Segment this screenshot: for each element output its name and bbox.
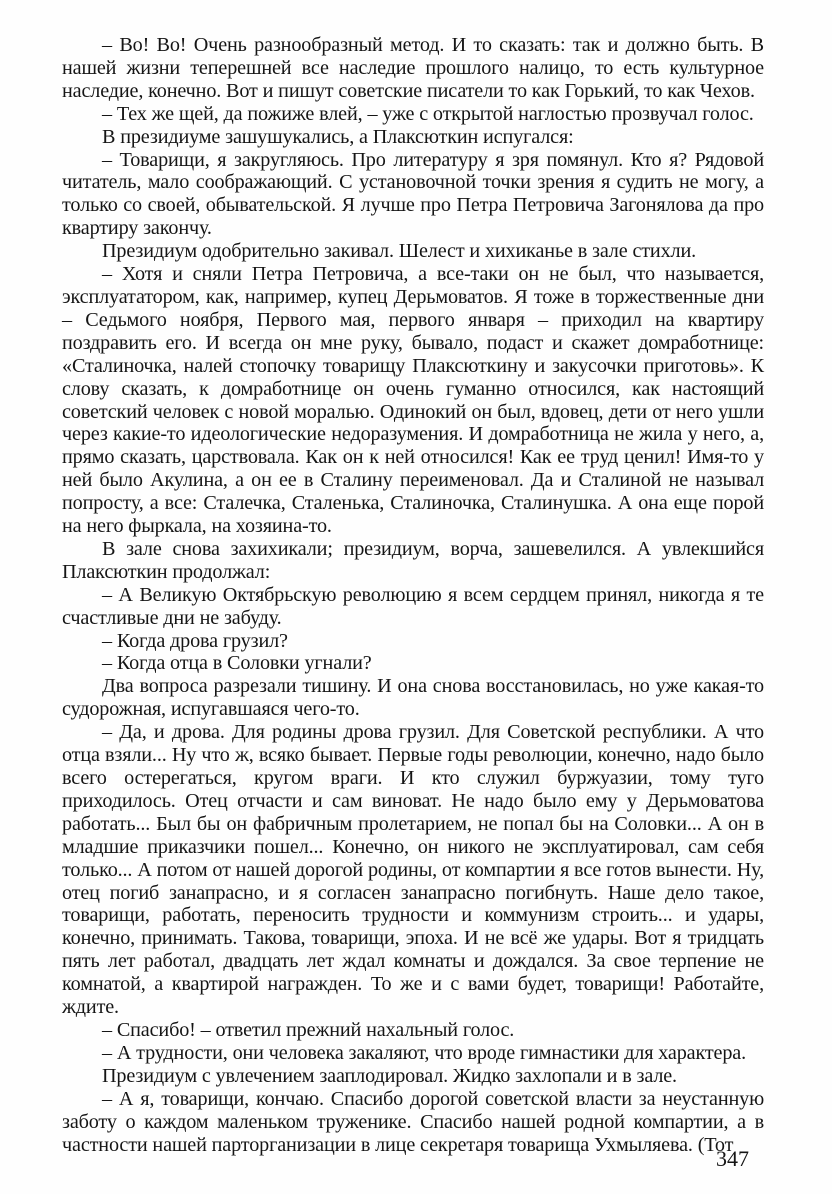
paragraph: – Да, и дрова. Для родины дрова грузил. Для Советской республики. А что отца взяли... Ну что ж, всяко бывает. Первые годы революции, конечно, надо было всего остерегаться, кругом враги. И кто служил буржуазии, тому туго приходилось. Отец отчасти и сам виноват. Не надо было ему у Дерьмоватова работать... Был бы он фабричным пролетарием, не попал бы на Соловки... А он в младшие приказчики пошел... Конечно, он никого не эксплуатировал, сам себя только... А потом от нашей дорогой родины, от компартии я все готов вынести. Ну, отец погиб занапрасно, и я согласен занапрасно погибнуть. Наше дело такое, товарищи, работать, переносить трудности и коммунизм строить... и удары, конечно, принимать. Такова, товарищи, эпоха. И не всё же удары. Вот я тридцать пять лет работал, двадцать лет ждал комнаты и дождался. За свое терпение не комнатой, а квартирой награжден. То же и с вами будет, товарищи! Работайте, ждите. bbox=[62, 721, 764, 1019]
paragraph: – Во! Во! Очень разнообразный метод. И то сказать: так и должно быть. В нашей жизни теперешней все наследие прошлого налицо, то есть культурное наследие, конечно. Вот и пишут советские писатели то как Горький, то как Чехов. bbox=[62, 34, 764, 102]
paragraph: Два вопроса разрезали тишину. И она снова восстановилась, но уже какая-то судорожная, испугавшаяся чего-то. bbox=[62, 675, 764, 721]
paragraph: – Тех же щей, да пожиже влей, – уже с открытой наглостью прозвучал голос. bbox=[102, 102, 754, 125]
paragraph: – А трудности, они человека закаляют, что вроде гимнастики для характера. bbox=[102, 1041, 747, 1064]
paragraph: – А я, товарищи, кончаю. Спасибо дорогой советской власти за неустанную заботу о каждом маленьком труженике. Спасибо нашей родной компартии, а в частности нашей парторганизации в лице секретаря товарища Ухмыляева. (Тот bbox=[62, 1087, 764, 1156]
paragraph: – А Великую Октябрьскую революцию я всем сердцем принял, никогда я те счастливые дни не забуду. bbox=[62, 583, 764, 629]
paragraph: – Товарищи, я закругляюсь. Про литературу я зря помянул. Кто я? Рядовой читатель, мало соображающий. С установочной точки зрения я судить не могу, а только со своей, обывательской. Я лучше про Петра Петровича Загонялова да про квартиру закончу. bbox=[62, 148, 764, 240]
paragraph: Президиум одобрительно закивал. Шелест и хихиканье в зале стихли. bbox=[102, 240, 696, 263]
paragraph: – Хотя и сняли Петра Петровича, а все-таки он не был, что называется, эксплуататором, как, например, купец Дерьмоватов. Я тоже в торжественные дни – Седьмого ноября, Первого мая, первого января – приходил на квартиру поздравить его. И всегда он мне руку, бывало, подаст и скажет домработнице: «Сталиночка, налей стопочку товарищу Плаксюткину и закусочки приготовь». К слову сказать, к домработнице он очень гуманно относился, как настоящий советский человек с новой моралью. Одинокий он был, вдовец, дети от него ушли через какие-то идеологические недоразумения. И домработница не жила у него, а, прямо сказать, царствовала. Как он к ней относился! Как ее труд ценил! Имя-то у ней было Акулина, а он ее в Сталину переименовал. Да и Сталиной не называл попросту, а все: Сталечка, Сталенька, Сталиночка, Сталинушка. А она еще порой на него фыркала, на хозяина-то. bbox=[62, 263, 764, 538]
paragraph: Президиум с увлечением зааплодировал. Жидко захлопали и в зале. bbox=[102, 1064, 677, 1087]
body-text bbox=[62, 34, 764, 1156]
page-number: 347 bbox=[716, 1146, 749, 1171]
paragraph: В зале снова захихикали; президиум, ворча, зашевелился. А увлекшийся Плаксюткин продолжал: bbox=[62, 537, 764, 583]
paragraph: В президиуме зашушукались, а Плаксюткин испугался: bbox=[102, 125, 574, 148]
paragraph: – Когда отца в Соловки угнали? bbox=[102, 652, 372, 675]
paragraph: – Спасибо! – ответил прежний нахальный голос. bbox=[102, 1018, 515, 1041]
paragraph: – Когда дрова грузил? bbox=[102, 629, 288, 652]
